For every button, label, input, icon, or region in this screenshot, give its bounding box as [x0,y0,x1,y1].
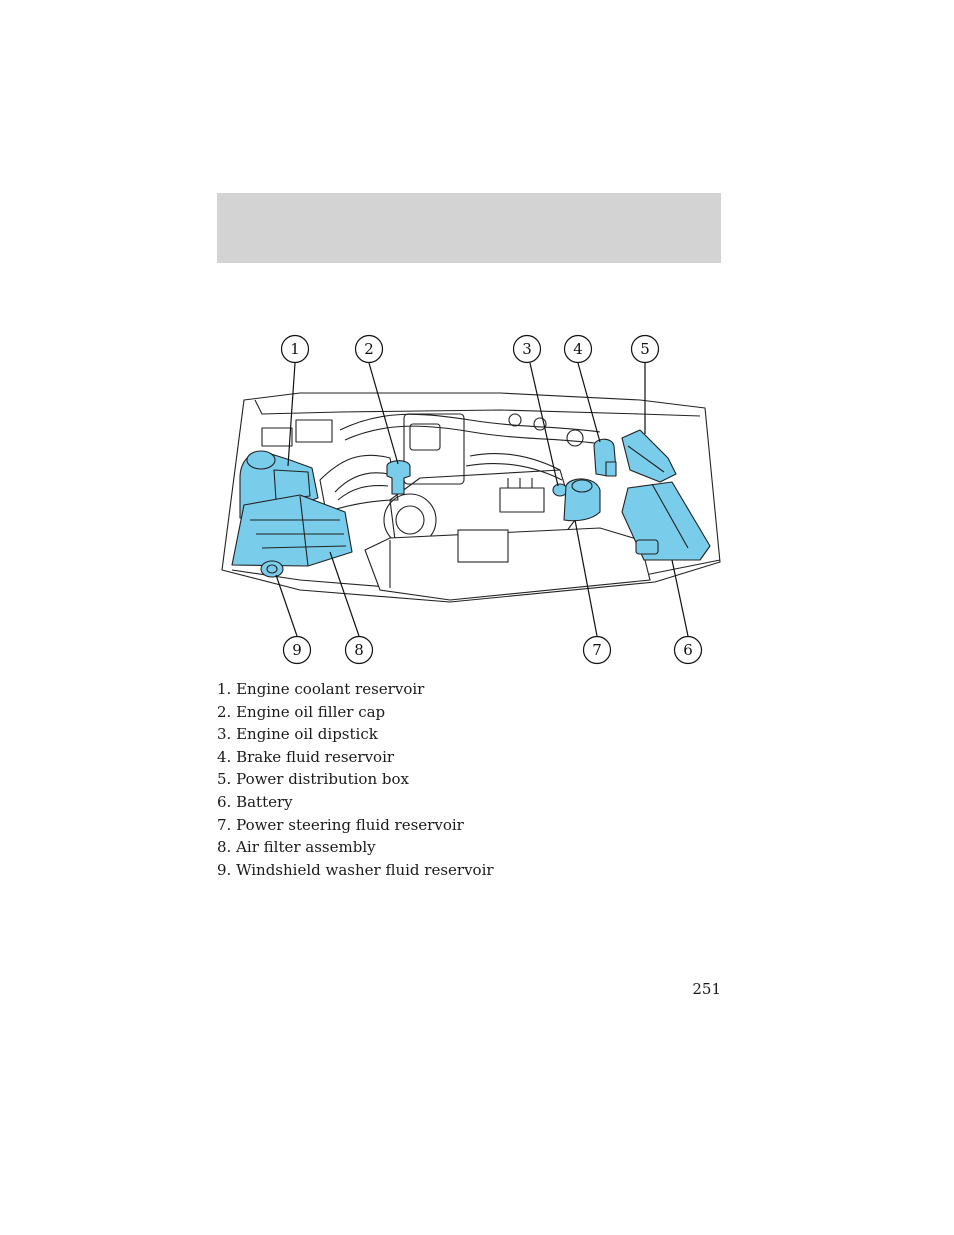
callout-6 [675,637,702,664]
legend-item: 9. Windshield washer fluid reservoir [217,860,494,879]
callout-label: 2 [364,340,374,358]
callout-2 [356,336,383,363]
legend-item: 4. Brake fluid reservoir [217,747,395,766]
legend-item: 3. Engine oil dipstick [217,725,378,744]
callout-5 [632,336,659,363]
callout-label: 4 [573,340,583,358]
legend-item: 1. Engine coolant reservoir [217,680,425,698]
legend-item: 5. Power distribution box [217,770,409,789]
callout-label: 1 [290,340,300,358]
header-band [217,193,721,263]
callout-1 [282,336,309,363]
oil-dipstick-shape [553,484,567,496]
power-distribution-box-shape [622,430,676,482]
callout-label: 7 [592,641,602,659]
air-filter-shape [232,495,352,566]
legend-item: 6. Battery [217,792,293,811]
page-number: 251 [692,980,721,998]
engine-compartment-diagram [215,325,735,675]
legend-item: 7. Power steering fluid reservoir [217,815,464,834]
callout-label: 8 [354,641,364,659]
washer-reservoir-cap-shape [261,561,283,577]
callout-7 [584,637,611,664]
component-legend [217,678,494,881]
callout-4 [565,336,592,363]
callout-label: 5 [640,340,650,358]
callout-label: 3 [522,340,532,358]
callout-9 [284,637,311,664]
callout-label: 6 [683,641,693,659]
callout-3 [514,336,541,363]
callout-label: 9 [292,641,302,659]
callout-8 [346,637,373,664]
oil-filler-cap-shape [387,461,410,494]
power-steering-reservoir-shape [564,479,600,521]
legend-item: 8. Air filter assembly [217,838,376,857]
legend-item: 2. Engine oil filler cap [217,702,386,721]
